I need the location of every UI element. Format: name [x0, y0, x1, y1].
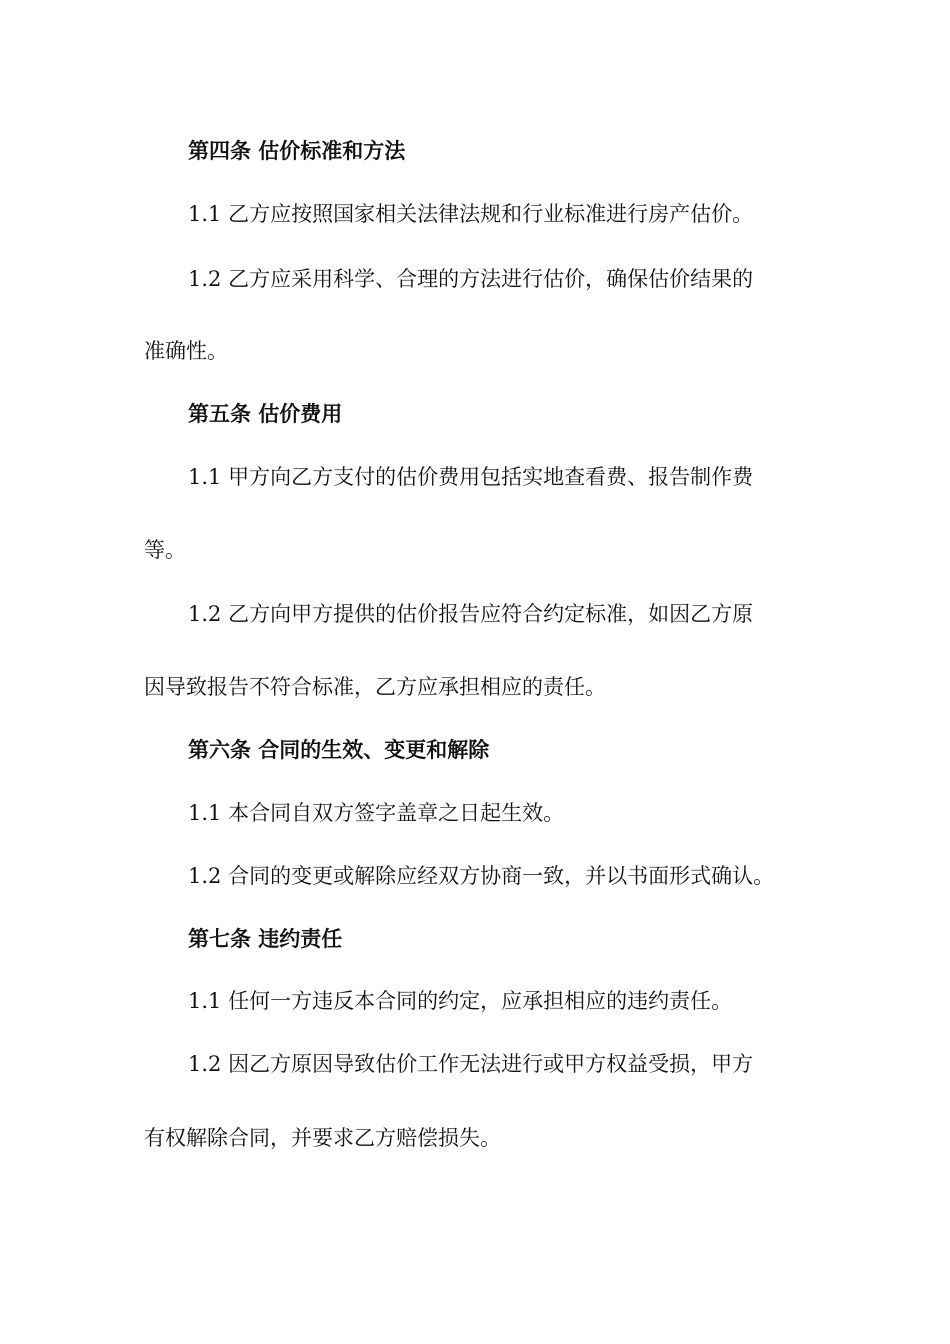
article-6-heading: 第六条 合同的生效、变更和解除: [188, 738, 490, 762]
article-5-clause-2-line-1: 1.2 乙方向甲方提供的估价报告应符合约定标准，如因乙方原: [188, 602, 754, 626]
article-4-clause-2-line-1: 1.2 乙方应采用科学、合理的方法进行估价，确保估价结果的: [188, 267, 754, 291]
article-5-clause-1-line-2: 等。: [144, 538, 186, 562]
article-6-clause-1: 1.1 本合同自双方签字盖章之日起生效。: [188, 801, 565, 825]
article-5-clause-2-line-2: 因导致报告不符合标准，乙方应承担相应的责任。: [144, 675, 606, 699]
article-7-clause-2-line-2: 有权解除合同，并要求乙方赔偿损失。: [144, 1126, 501, 1150]
article-7-heading: 第七条 违约责任: [188, 927, 343, 951]
article-5-heading: 第五条 估价费用: [188, 402, 343, 426]
article-4-heading: 第四条 估价标准和方法: [188, 139, 406, 163]
article-4-clause-1: 1.1 乙方应按照国家相关法律法规和行业标准进行房产估价。: [188, 202, 754, 226]
article-5-clause-1-line-1: 1.1 甲方向乙方支付的估价费用包括实地查看费、报告制作费: [188, 465, 754, 489]
article-6-clause-2: 1.2 合同的变更或解除应经双方协商一致，并以书面形式确认。: [188, 864, 775, 888]
article-7-clause-2-line-1: 1.2 因乙方原因导致估价工作无法进行或甲方权益受损，甲方: [188, 1052, 754, 1076]
article-4-clause-2-line-2: 准确性。: [144, 339, 228, 363]
article-7-clause-1: 1.1 任何一方违反本合同的约定，应承担相应的违约责任。: [188, 989, 733, 1013]
